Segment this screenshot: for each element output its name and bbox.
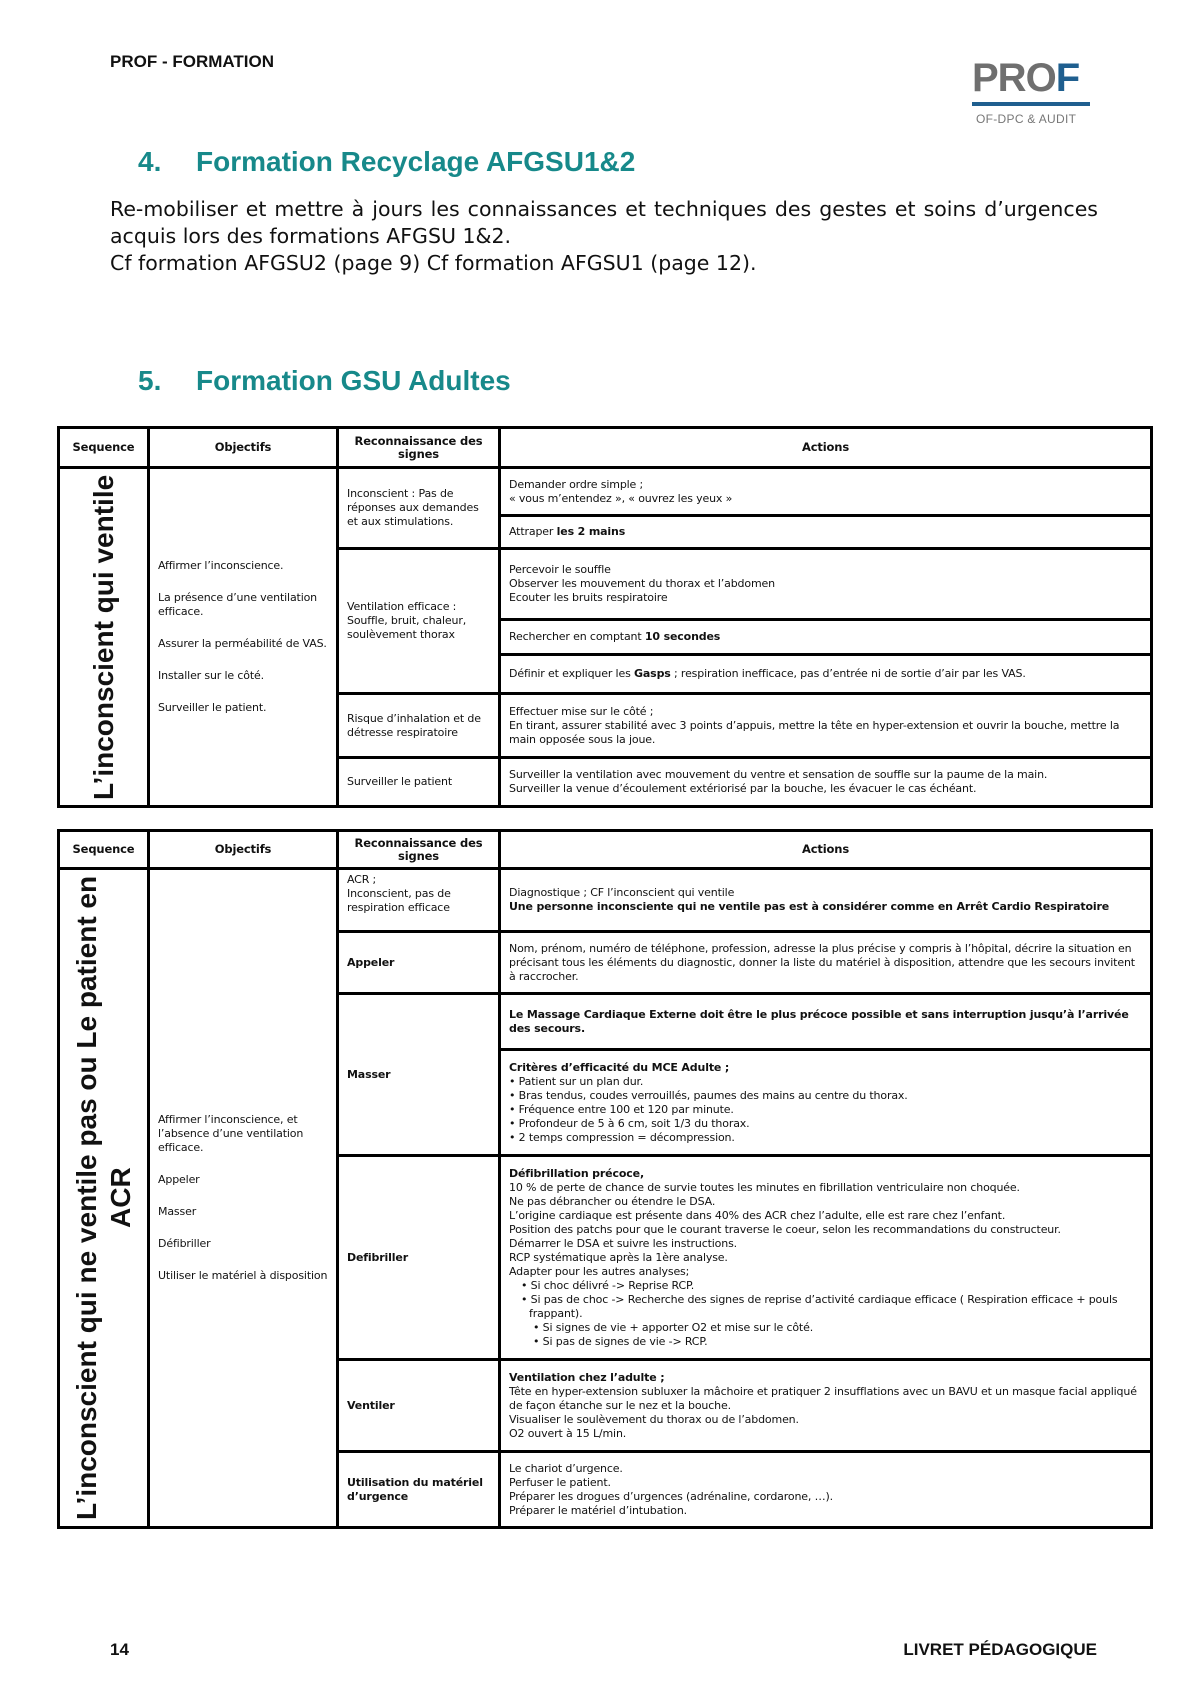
objective-item: Masser: [158, 1205, 197, 1218]
action-line: [509, 667, 1142, 681]
section-4-number: 4.: [138, 146, 162, 177]
action-text: • Patient sur un plan dur.: [509, 1074, 644, 1088]
action-text: Position des patchs pour que le courant traverse le coeur, selon les recommandations du constructeur.: [509, 1222, 1061, 1236]
column-header: Sequence: [59, 831, 149, 869]
action-line: [509, 1103, 1142, 1117]
action-line: [509, 1476, 1142, 1490]
action-text: Perfuser le patient.: [509, 1475, 611, 1489]
column-header: Actions: [500, 428, 1152, 468]
action-line: [509, 1279, 1142, 1293]
action-line: [509, 1075, 1142, 1089]
signs-text: Risque d’inhalation et de détresse respiratoire: [347, 711, 481, 739]
action-text: • Fréquence entre 100 et 120 par minute.: [509, 1102, 734, 1116]
action-text-bold: les 2 mains: [556, 525, 626, 538]
action-line: [509, 900, 1142, 914]
signs-cell: [338, 758, 500, 807]
signs-cell: [338, 869, 500, 932]
actions-cell: [500, 1360, 1152, 1452]
objective-item: Assurer la perméabilité de VAS.: [158, 637, 327, 650]
action-text: Demander ordre simple ;: [509, 477, 644, 491]
objective-item: Surveiller le patient.: [158, 701, 267, 714]
signs-text: Inconscient : Pas de réponses aux demandes et aux stimulations.: [347, 487, 479, 528]
signs-text: Appeler: [347, 955, 395, 969]
action-text: Visualiser le soulèvement du thorax ou de l’abdomen.: [509, 1412, 799, 1426]
action-text: Attraper: [509, 525, 557, 538]
column-header: Reconnaissance des signes: [338, 428, 500, 468]
column-header: Actions: [500, 831, 1152, 869]
action-line: [509, 630, 1142, 644]
action-line: [509, 942, 1142, 984]
table-header-row: [59, 831, 1152, 869]
action-line: [509, 1427, 1142, 1441]
action-text-bold: 10 secondes: [644, 630, 721, 643]
action-text: Diagnostique ; CF l’inconscient qui ventile: [509, 886, 735, 899]
section-4-body: [110, 196, 1098, 277]
action-line: [509, 1117, 1142, 1131]
action-line: [509, 1251, 1142, 1265]
signs-cell: [338, 468, 500, 549]
action-line: [509, 782, 1142, 796]
action-text: • Si choc délivré -> Reprise RCP.: [521, 1278, 695, 1292]
section-4-reference: Cf formation AFGSU2 (page 9) Cf formation AFGSU1 (page 12).: [110, 251, 757, 275]
sequence-cell: [59, 468, 149, 807]
footer-label: LIVRET PÉDAGOGIQUE: [903, 1640, 1097, 1659]
action-line: [509, 768, 1142, 782]
sequence-title: L’inconscient qui ne ventile pas ou Le patient en ACR: [70, 875, 136, 1521]
action-line: [509, 1209, 1142, 1223]
logo-wordmark: [972, 58, 1079, 98]
action-line: [509, 1413, 1142, 1427]
column-header: Objectifs: [149, 831, 338, 869]
objective-item: Appeler: [158, 1173, 200, 1186]
action-text: • Si pas de signes de vie -> RCP.: [533, 1334, 708, 1348]
prof-logo: [972, 58, 1092, 130]
action-text: Percevoir le souffle: [509, 563, 611, 576]
action-text: Nom, prénom, numéro de téléphone, profession, adresse la plus précise y compris à l’hôpital, décrire la situation en précisant tous les éléments du diagnostic, donner la liste du matériel à disposition, attendre que les secours invitent à raccrocher.: [509, 941, 1135, 983]
action-line: [509, 1265, 1142, 1279]
actions-cell: [500, 994, 1152, 1050]
action-line: [509, 1223, 1142, 1237]
actions-cell: [500, 694, 1152, 758]
action-text: Le chariot d’urgence.: [509, 1461, 623, 1475]
action-text: Tête en hyper-extension subluxer la mâchoire et pratiquer 2 insufflations avec un BAVU et un masque facial appliqué de façon étanche sur le nez et la bouche.: [509, 1384, 1137, 1412]
action-line: [509, 525, 1142, 539]
action-line: [509, 1008, 1142, 1036]
action-line: [509, 1061, 1142, 1075]
sequence-title: L’inconscient qui ventile: [87, 474, 119, 800]
action-line: [509, 1293, 1142, 1321]
action-line: [509, 1181, 1142, 1195]
actions-cell: [500, 1050, 1152, 1156]
action-line: [509, 719, 1142, 747]
action-line: [509, 1321, 1142, 1335]
action-line: [509, 1371, 1142, 1385]
action-line: [509, 705, 1142, 719]
actions-cell: [500, 932, 1152, 994]
objective-item: Affirmer l’inconscience.: [158, 559, 284, 572]
signs-cell: [338, 994, 500, 1156]
section-4-title: Formation Recyclage AFGSU1&2: [196, 146, 636, 177]
logo-bar: [972, 102, 1090, 106]
action-text: Définir et expliquer les: [509, 667, 635, 680]
action-text: Surveiller la ventilation avec mouvement du ventre et sensation de souffle sur la paume de la main.: [509, 768, 1048, 781]
table-row: [59, 468, 1152, 516]
action-line: [509, 886, 1142, 900]
action-line: [509, 492, 1142, 506]
objective-item: Utiliser le matériel à disposition: [158, 1269, 328, 1282]
signs-cell: [338, 1452, 500, 1528]
action-line: [509, 563, 1142, 577]
signs-cell: [338, 694, 500, 758]
action-line: [509, 1167, 1142, 1181]
action-text: Préparer le matériel d’intubation.: [509, 1503, 688, 1517]
objectives-cell: [149, 869, 338, 1528]
objective-item: Affirmer l’inconscience, et l’absence d’une ventilation efficace.: [158, 1113, 304, 1154]
action-text: L’origine cardiaque est présente dans 40% des ACR chez l’adulte, elle est rare chez l’enfant.: [509, 1208, 1006, 1222]
signs-text: Defibriller: [347, 1250, 408, 1264]
actions-cell: [500, 869, 1152, 932]
action-text: Ecouter les bruits respiratoire: [509, 591, 668, 604]
actions-cell: [500, 620, 1152, 655]
action-text-bold: Le Massage Cardiaque Externe doit être le plus précoce possible et sans interruption jusqu’à l’arrivée des secours.: [509, 1007, 1129, 1035]
action-text: Ne pas débrancher ou étendre le DSA.: [509, 1194, 716, 1208]
column-header: Reconnaissance des signes: [338, 831, 500, 869]
action-line: [509, 478, 1142, 492]
action-text-bold: Critères d’efficacité du MCE Adulte ;: [509, 1060, 730, 1074]
logo-text-accent: F: [1055, 56, 1080, 100]
signs-text: Surveiller le patient: [347, 775, 453, 788]
action-text: Effectuer mise sur le côté ;: [509, 704, 654, 718]
section-5-number: 5.: [138, 365, 162, 396]
signs-text: Masser: [347, 1067, 391, 1081]
table-row: [59, 869, 1152, 932]
action-line: [509, 1504, 1142, 1518]
action-line: [509, 577, 1142, 591]
actions-cell: [500, 758, 1152, 807]
action-text: Démarrer le DSA et suivre les instructions.: [509, 1236, 737, 1250]
action-text: ; respiration inefficace, pas d’entrée ni de sortie d’air par les VAS.: [670, 667, 1026, 680]
section-5-title: Formation GSU Adultes: [196, 365, 511, 396]
signs-text: Utilisation du matériel d’urgence: [347, 1475, 483, 1503]
signs-text: Ventiler: [347, 1398, 395, 1412]
signs-text: ACR ; Inconscient, pas de respiration efficace: [347, 873, 451, 914]
action-line: [509, 1131, 1142, 1145]
action-text: • Si pas de choc -> Recherche des signes de reprise d’activité cardiaque efficace ( Respiration efficace + pouls frappant).: [521, 1292, 1118, 1320]
table-header-row: [59, 428, 1152, 468]
objectives-cell: [149, 468, 338, 807]
actions-cell: [500, 655, 1152, 694]
objective-item: Défibriller: [158, 1237, 211, 1250]
signs-text: Ventilation efficace : Souffle, bruit, chaleur, soulèvement thorax: [347, 600, 467, 641]
action-text: Préparer les drogues d’urgences (adrénaline, cordarone, …).: [509, 1489, 833, 1503]
actions-cell: [500, 516, 1152, 549]
section-5-heading: [138, 365, 511, 397]
objective-item: La présence d’une ventilation efficace.: [158, 591, 318, 618]
action-text: • 2 temps compression = décompression.: [509, 1130, 735, 1144]
action-text: O2 ouvert à 15 L/min.: [509, 1426, 627, 1440]
gsu-table-acr: [57, 829, 1153, 1529]
action-text-bold: Une personne inconsciente qui ne ventile pas est à considérer comme en Arrêt Cardio Respiratoire: [509, 900, 1110, 913]
gsu-table-inconscient-ventile: [57, 426, 1153, 808]
action-text: « vous m’entendez », « ouvrez les yeux »: [509, 491, 733, 505]
action-text: Observer les mouvement du thorax et l’abdomen: [509, 577, 775, 590]
action-line: [509, 1462, 1142, 1476]
page-number: 14: [110, 1640, 129, 1659]
signs-cell: [338, 1156, 500, 1360]
action-line: [509, 591, 1142, 605]
action-text-bold: Ventilation chez l’adulte ;: [509, 1370, 665, 1384]
action-text: Rechercher en comptant: [509, 630, 645, 643]
logo-subtitle: OF-DPC & AUDIT: [976, 112, 1077, 126]
signs-cell: [338, 1360, 500, 1452]
logo-text-main: PRO: [972, 56, 1056, 100]
action-text-bold: Gasps: [634, 667, 671, 680]
action-text: 10 % de perte de chance de survie toutes les minutes en fibrillation ventriculaire non choquée.: [509, 1180, 1020, 1194]
actions-cell: [500, 1452, 1152, 1528]
action-text: • Profondeur de 5 à 6 cm, soit 1/3 du thorax.: [509, 1116, 750, 1130]
action-text: En tirant, assurer stabilité avec 3 points d’appuis, mettre la tête en hyper-extension et ouvrir la bouche, mettre la main opposée sous la joue.: [509, 718, 1120, 746]
actions-cell: [500, 1156, 1152, 1360]
actions-cell: [500, 468, 1152, 516]
section-4-paragraph: Re-mobiliser et mettre à jours les connaissances et techniques des gestes et soins d’urgences acquis lors des formations AFGSU 1&2.: [110, 197, 1098, 248]
action-text: RCP systématique après la 1ère analyse.: [509, 1250, 728, 1264]
action-text-bold: Défibrillation précoce,: [509, 1166, 644, 1180]
actions-cell: [500, 549, 1152, 620]
signs-cell: [338, 549, 500, 694]
document-header: PROF - FORMATION: [110, 52, 274, 71]
action-line: [509, 1490, 1142, 1504]
action-text: Adapter pour les autres analyses;: [509, 1264, 690, 1278]
action-line: [509, 1195, 1142, 1209]
column-header: Sequence: [59, 428, 149, 468]
objective-item: Installer sur le côté.: [158, 669, 264, 682]
action-text: Surveiller la venue d’écoulement extériorisé par la bouche, les évacuer le cas échéant.: [509, 782, 977, 795]
action-line: [509, 1089, 1142, 1103]
action-line: [509, 1385, 1142, 1413]
column-header: Objectifs: [149, 428, 338, 468]
action-line: [509, 1335, 1142, 1349]
signs-cell: [338, 932, 500, 994]
action-text: • Bras tendus, coudes verrouillés, paumes des mains au centre du thorax.: [509, 1088, 908, 1102]
sequence-cell: [59, 869, 149, 1528]
action-text: • Si signes de vie + apporter O2 et mise sur le côté.: [533, 1320, 814, 1334]
action-line: [509, 1237, 1142, 1251]
section-4-heading: [138, 146, 635, 178]
